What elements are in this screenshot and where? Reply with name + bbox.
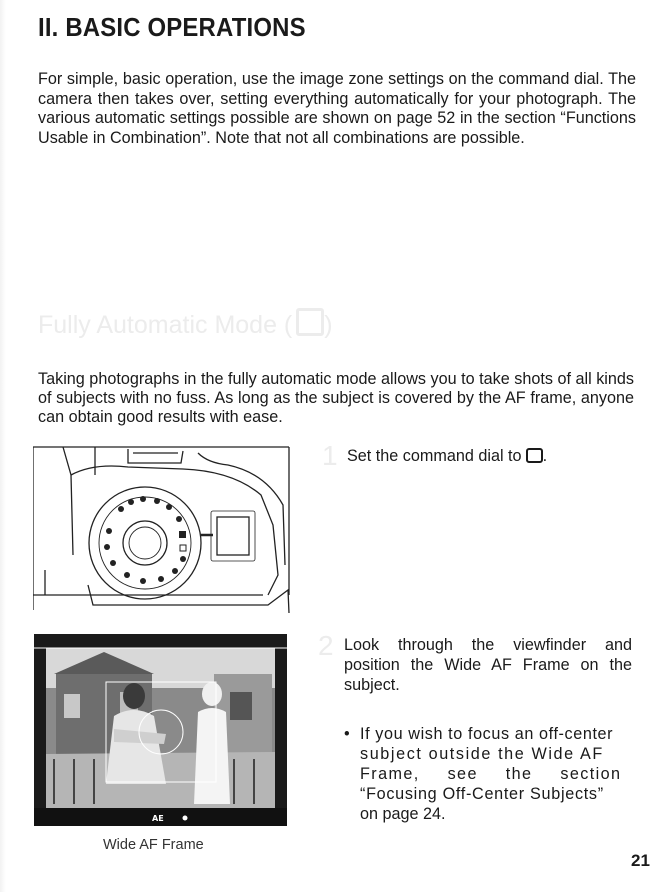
camera-dial-illustration xyxy=(33,435,293,613)
section-title-close: ) xyxy=(324,311,333,339)
section-title-text: Fully Automatic Mode ( xyxy=(38,311,293,339)
step-1-text xyxy=(347,447,547,466)
note-bullet: • xyxy=(344,725,350,743)
full-auto-mode-icon xyxy=(526,448,543,463)
page-number: 21 xyxy=(631,851,650,870)
step-1-number: 1 xyxy=(322,440,338,471)
viewfinder-caption: Wide AF Frame xyxy=(103,837,204,853)
step-1-label: Set the command dial to xyxy=(347,447,522,465)
section-title xyxy=(38,308,333,340)
note-line: Frame, see the section xyxy=(360,765,622,783)
intro-paragraph: For simple, basic operation, use the image zone settings on the command dial. The camera then takes over, setting everything automatically for your photograph. The various automatic settings possible are shown on page 52 in the section “Functions Usable in Combination”. Note that not all combinations are possible. xyxy=(38,70,636,147)
section-body: Taking photographs in the fully automatic mode allows you to take shots of all kinds of subjects with no fuss. As long as the subject is covered by the AF frame, anyone can obtain good results with ease. xyxy=(38,370,634,426)
off-center-note xyxy=(344,724,632,824)
step-1-period: . xyxy=(542,447,548,465)
full-auto-frame-icon xyxy=(296,308,324,336)
viewfinder-photo xyxy=(34,634,287,826)
viewfinder-ae-indicator: AE xyxy=(152,814,164,823)
step-2-number: 2 xyxy=(318,630,334,661)
page-edge-shadow xyxy=(0,0,6,892)
note-line: “Focusing Off-Center Subjects” xyxy=(360,785,604,803)
chapter-title: II. BASIC OPERATIONS xyxy=(38,12,306,42)
step-2-text: Look through the viewfinder and position the Wide AF Frame on the subject. xyxy=(344,636,632,694)
note-line: on page 24. xyxy=(360,805,446,823)
note-line: If you wish to focus an off-center xyxy=(360,725,614,743)
note-line: subject outside the Wide AF xyxy=(360,745,604,763)
